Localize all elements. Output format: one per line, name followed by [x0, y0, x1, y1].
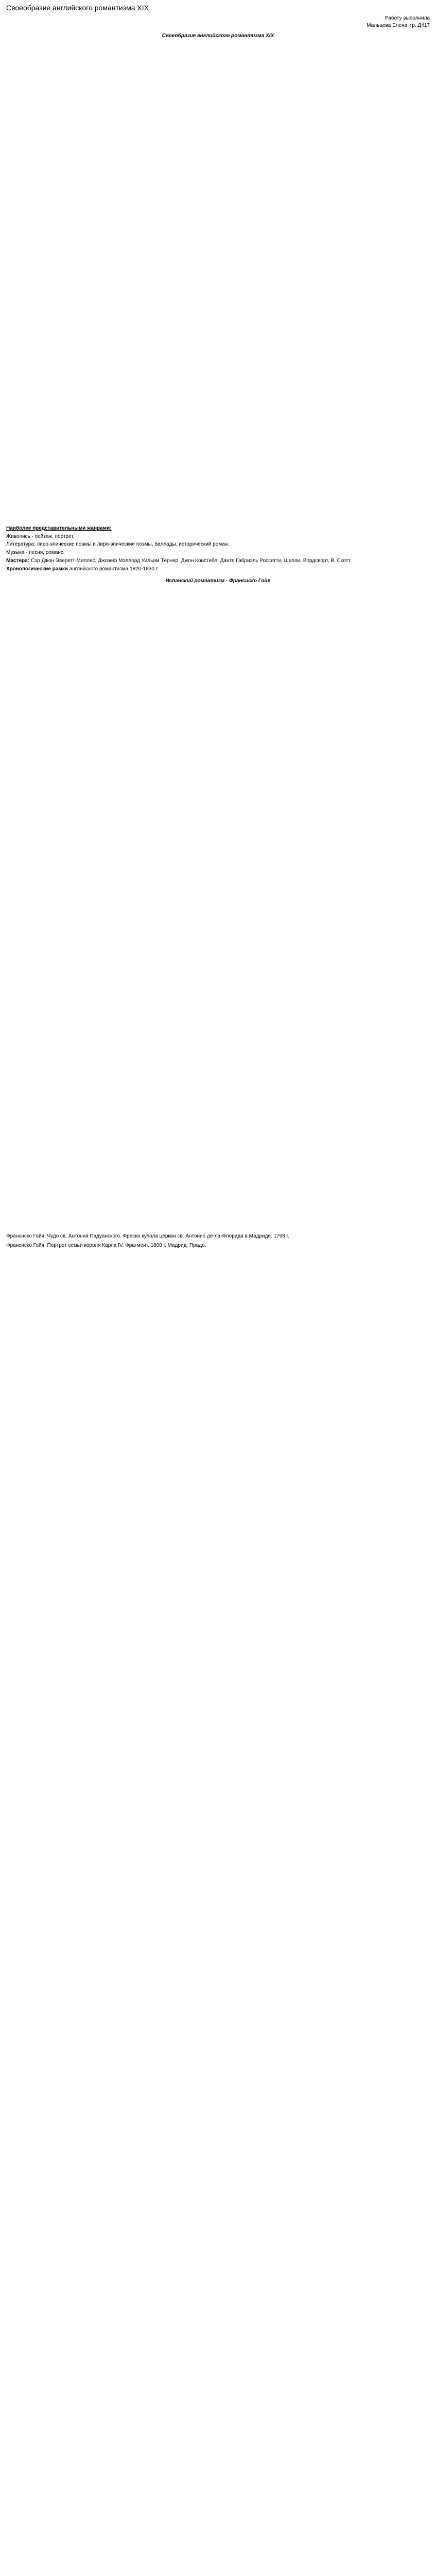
paragraph: [6, 122, 430, 158]
paragraph-intro: [6, 42, 430, 78]
paragraph: [6, 829, 430, 865]
chronology-label: Хронологические рамки: [6, 566, 68, 572]
paragraph: [6, 708, 430, 744]
paragraph: [6, 202, 430, 239]
paragraph: [6, 444, 430, 480]
paragraph: [6, 749, 430, 785]
paragraph: [6, 869, 430, 905]
definition-label: Наиболее представительными жанрами:: [6, 525, 112, 531]
paragraph: [6, 1030, 430, 1066]
paragraph: [6, 950, 430, 986]
paragraph: [6, 162, 430, 198]
figure-caption: Франсиско Гойя. Портрет семьи короля Карла IV. Фрагмент. 1800 г. Мадрид, Прадо.: [6, 1243, 206, 1249]
paragraph: [6, 323, 430, 359]
masters-list: Сэр Джон Эверетт Миллес, Джозеф Мэллорд Уильям Тёрнер, Джон Констебл, Данте Габриэль Россетти, Шелли, Вордсворт, В. Скотт.: [30, 557, 352, 564]
figure-captions: [6, 1233, 430, 1249]
masters-label: Мастера:: [6, 557, 30, 564]
paragraph: [6, 909, 430, 945]
paragraph: [6, 82, 430, 118]
paragraph: [6, 1070, 430, 1106]
paragraph: [6, 403, 430, 439]
document-page: [0, 0, 436, 1249]
paragraph: [6, 283, 430, 319]
genres-line: Живопись - пейзаж, портрет.: [6, 533, 75, 539]
section-title: Своеобразие английского романтизма XIX: [162, 32, 274, 39]
paragraph: [6, 588, 430, 624]
paragraph: [6, 789, 430, 825]
paragraph: [6, 243, 430, 279]
paragraph: [6, 628, 430, 664]
chronology-value: английского романтизма 1820-1830 г.: [69, 566, 159, 572]
paragraph: [6, 484, 430, 520]
masters-line: [6, 557, 430, 565]
paragraph: [6, 668, 430, 704]
figure-caption: Франсиско Гойя. Чудо св. Антония Падуанского. Фреска купола церкви св. Антонио де-ла-Флорида в Мадриде. 1798 г.: [6, 1233, 289, 1240]
chronology-line: [6, 566, 430, 573]
paragraph: [6, 1110, 430, 1146]
paragraph: [6, 363, 430, 399]
paragraph: [6, 1150, 430, 1187]
goya-section-title: Испанский романтизм - Франсиско Гойя: [165, 578, 271, 584]
author-label: Работу выполнила: [385, 15, 430, 22]
author-name: Мальцева Елена, гр. Д417: [367, 23, 430, 29]
paragraph: [6, 990, 430, 1026]
document-title: Своеобразие английского романтизма XIX: [6, 4, 149, 12]
literature-line: Литература: лиро-эпические поэмы и лиро-эпические поэмы, баллады, исторический роман.: [6, 541, 230, 548]
paragraph: [6, 1191, 430, 1227]
music-line: Музыка - песня, романс.: [6, 550, 65, 556]
